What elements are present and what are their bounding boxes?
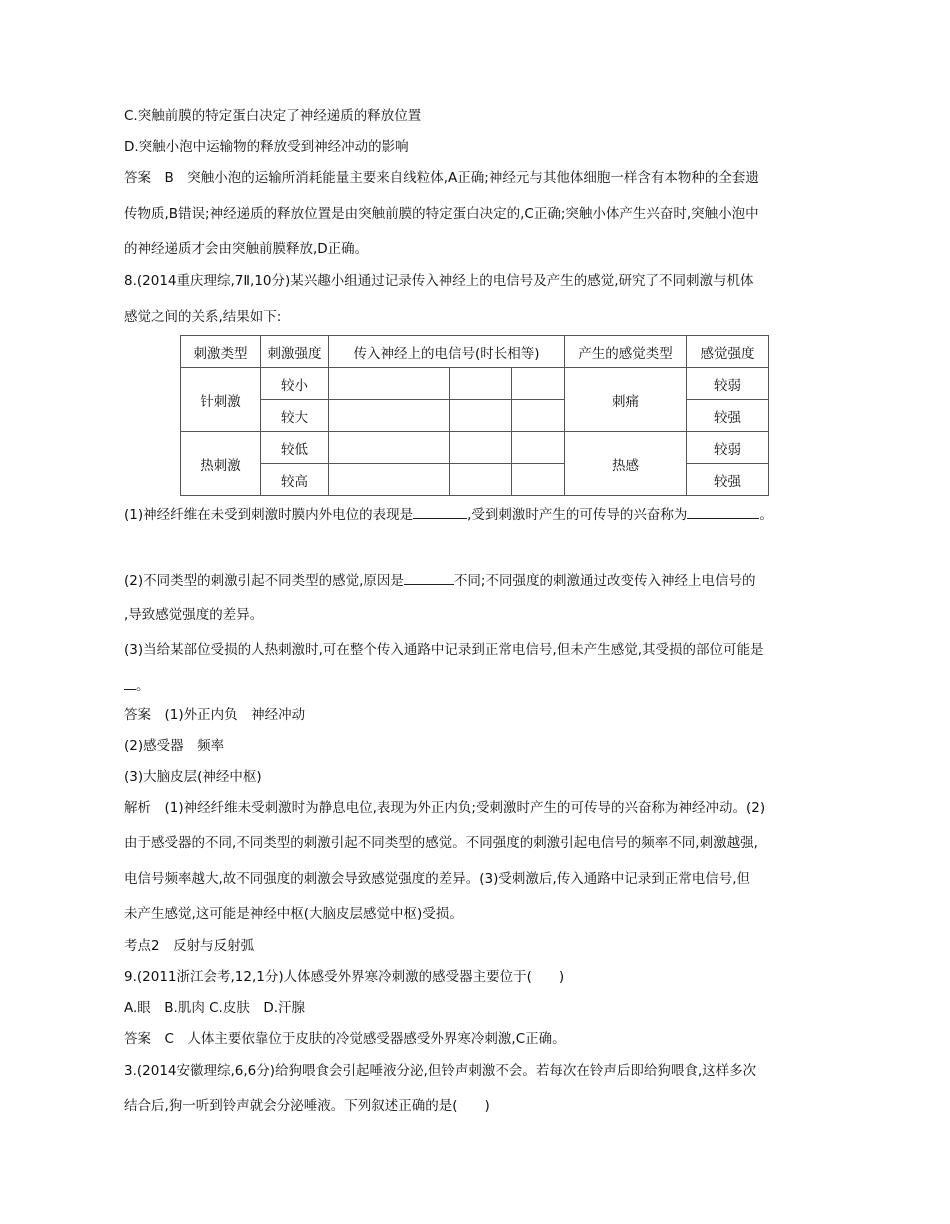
explanation-line4: 未产生感觉,这可能是神经中枢(大脑皮层感觉中枢)受损。 bbox=[124, 906, 463, 922]
cell-signal bbox=[512, 432, 565, 464]
answer-blank bbox=[687, 504, 759, 519]
cell-signal bbox=[450, 368, 512, 400]
cell-signal bbox=[450, 400, 512, 432]
q8-part3: (3)当给某部位受损的人热刺激时,可在整个传入通路中记录到正常电信号,但未产生感觉,其受损的部位可能是 bbox=[124, 642, 764, 658]
answer7-line1: 答案 B 突触小泡的运输所消耗能量主要来自线粒体,A正确;神经元与其他体细胞一样含有本物种的全套遗 bbox=[124, 170, 759, 186]
cell-intensity: 较高 bbox=[261, 464, 329, 496]
answer7-line2: 传物质,B错误;神经递质的释放位置是由突触前膜的特定蛋白决定的,C正确;突触小体产生兴奋时,突触小泡中 bbox=[124, 206, 759, 222]
explanation-line1: 解析 (1)神经纤维未受刺激时为静息电位,表现为外正内负;受刺激时产生的可传导的兴奋称为神经冲动。(2) bbox=[124, 800, 766, 816]
cell-signal bbox=[512, 464, 565, 496]
q9-stem: 9.(2011浙江会考,12,1分)人体感受外界寒冷刺激的感受器主要位于( ) bbox=[124, 969, 565, 985]
explanation-line3: 电信号频率越大,故不同强度的刺激会导致感觉强度的差异。(3)受刺激后,传入通路中记录到正常电信号,但 bbox=[124, 871, 750, 887]
cell-signal bbox=[329, 400, 450, 432]
header-stimulus-type: 刺激类型 bbox=[181, 336, 261, 368]
answer-blank bbox=[404, 570, 454, 585]
table-header-row bbox=[181, 336, 769, 368]
cell-sensation-pain: 刺痛 bbox=[565, 368, 687, 432]
cell-signal bbox=[329, 464, 450, 496]
cell-signal bbox=[512, 368, 565, 400]
q8-part3-end: 。 bbox=[136, 678, 150, 694]
header-electric-signal: 传入神经上的电信号(时长相等) bbox=[329, 336, 565, 368]
cell-signal bbox=[329, 368, 450, 400]
answer-blank bbox=[124, 675, 136, 690]
q3-stem-line2: 结合后,狗一听到铃声就会分泌唾液。下列叙述正确的是( ) bbox=[124, 1098, 490, 1114]
explanation-line2: 由于感受器的不同,不同类型的刺激引起不同类型的感觉。不同强度的刺激引起电信号的频率不同,刺激越强, bbox=[124, 835, 758, 851]
cell-intensity: 较低 bbox=[261, 432, 329, 464]
answer8-line2: (2)感受器 频率 bbox=[124, 738, 225, 754]
answer-blank bbox=[413, 504, 467, 519]
q9-answer: 答案 C 人体主要依靠位于皮肤的冷觉感受器感受外界寒冷刺激,C正确。 bbox=[124, 1031, 566, 1047]
q8-stem-line1: 8.(2014重庆理综,7Ⅱ,10分)某兴趣小组通过记录传入神经上的电信号及产生的感觉,研究了不同刺激与机体 bbox=[124, 273, 754, 289]
cell-intensity: 较小 bbox=[261, 368, 329, 400]
table-row bbox=[181, 368, 769, 400]
q8-part1-text-b: ,受到刺激时产生的可传导的兴奋称为 bbox=[467, 507, 688, 523]
cell-signal bbox=[329, 432, 450, 464]
answer8-line1: 答案 (1)外正内负 神经冲动 bbox=[124, 707, 306, 723]
option-c: C.突触前膜的特定蛋白决定了神经递质的释放位置 bbox=[124, 108, 422, 124]
table-row bbox=[181, 432, 769, 464]
header-sensation-intensity: 感觉强度 bbox=[687, 336, 769, 368]
q8-part2-text-a: (2)不同类型的刺激引起不同类型的感觉,原因是 bbox=[124, 573, 404, 589]
answer7-line3: 的神经递质才会由突触前膜释放,D正确。 bbox=[124, 241, 369, 257]
cell-sensation-strength: 较强 bbox=[687, 464, 769, 496]
cell-signal bbox=[512, 400, 565, 432]
q8-part1-text-a: (1)神经纤维在未受到刺激时膜内外电位的表现是 bbox=[124, 507, 414, 523]
experiment-table bbox=[180, 335, 769, 496]
q9-options: A.眼 B.肌肉 C.皮肤 D.汗腺 bbox=[124, 1000, 306, 1016]
option-d: D.突触小泡中运输物的释放受到神经冲动的影响 bbox=[124, 139, 409, 155]
q3-stem-line1: 3.(2014安徽理综,6,6分)给狗喂食会引起唾液分泌,但铃声刺激不会。若每次在铃声后即给狗喂食,这样多次 bbox=[124, 1063, 757, 1079]
q8-part1-text-c: 。 bbox=[759, 507, 773, 523]
cell-signal bbox=[450, 464, 512, 496]
cell-sensation-strength: 较弱 bbox=[687, 368, 769, 400]
q8-part1 bbox=[124, 504, 773, 525]
section-heading: 考点2 反射与反射弧 bbox=[124, 938, 255, 954]
q8-part2 bbox=[124, 570, 755, 591]
header-sensation-type: 产生的感觉类型 bbox=[565, 336, 687, 368]
cell-heat-stimulus: 热刺激 bbox=[181, 432, 261, 496]
cell-sensation-strength: 较强 bbox=[687, 400, 769, 432]
cell-signal bbox=[450, 432, 512, 464]
q8-stem-line2: 感觉之间的关系,结果如下: bbox=[124, 309, 282, 325]
q8-part2-text-b: 不同;不同强度的刺激通过改变传入神经上电信号的 bbox=[453, 573, 756, 589]
cell-sensation-heat: 热感 bbox=[565, 432, 687, 496]
q8-part2-cont: ,导致感觉强度的差异。 bbox=[124, 607, 264, 623]
header-stimulus-intensity: 刺激强度 bbox=[261, 336, 329, 368]
q8-part3-cont bbox=[124, 675, 150, 696]
cell-needle-stimulus: 针刺激 bbox=[181, 368, 261, 432]
cell-intensity: 较大 bbox=[261, 400, 329, 432]
answer8-line3: (3)大脑皮层(神经中枢) bbox=[124, 769, 262, 785]
cell-sensation-strength: 较弱 bbox=[687, 432, 769, 464]
